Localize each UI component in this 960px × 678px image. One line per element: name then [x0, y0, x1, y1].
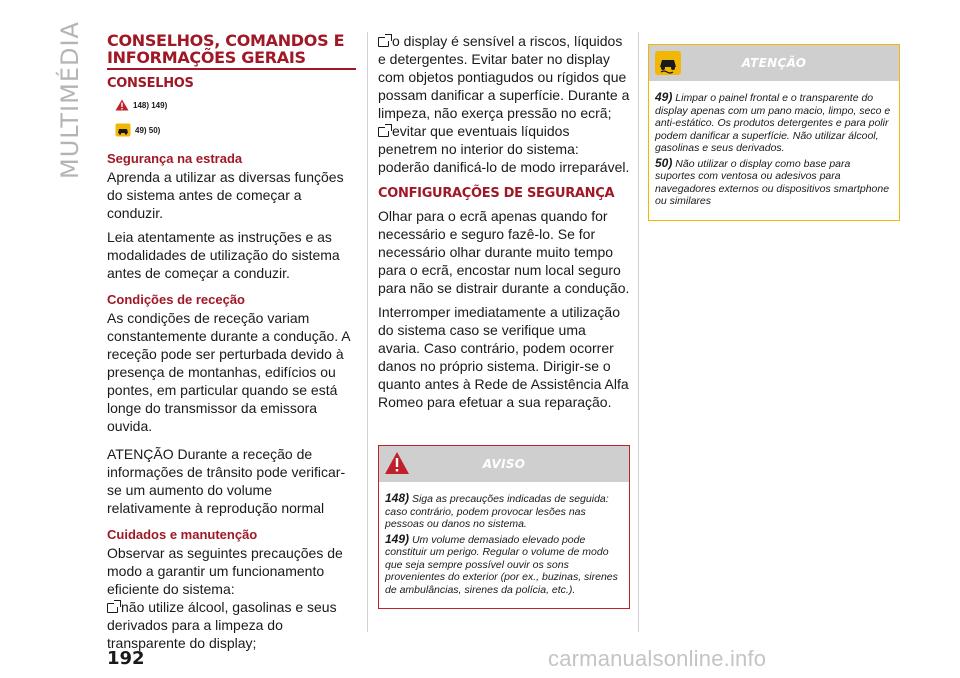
note-text: Um volume demasiado elevado pode constituir um perigo. Regular o volume de modo que seja sempre possível ouvir os sons provenientes do exterior (por ex., buzinas, sirenes de ambulâncias, sirenes da polícia, etc.). [385, 533, 618, 596]
note-text: Siga as precauções indicadas de seguida: caso contrário, podem provocar lesões nas pessoas ou danos no sistema. [385, 493, 609, 530]
bullet-item [378, 122, 630, 176]
warning-ref: 148) 149) [133, 100, 168, 110]
column-divider [638, 32, 639, 632]
warning-triangle-icon [384, 451, 410, 475]
aviso-box [378, 445, 630, 609]
subheading-reception: Condições de receção [107, 292, 245, 307]
atencao-header [649, 45, 899, 81]
warning-ref-row [115, 94, 356, 116]
warning-note [385, 533, 623, 597]
note-text: Limpar o painel frontal e o transparente do display apenas com um pano macio, limpo, seco e anti-estático. Os produtos detergentes e para polir podem danificar a superfície. Não utilizar álcool, gasolinas e seus derivados. [655, 92, 891, 154]
note-number: 149) [385, 531, 410, 546]
aviso-header [379, 446, 629, 482]
section-heading-conselhos: CONSELHOS [107, 76, 194, 91]
bullet-item [378, 32, 630, 122]
bullet-text: o display é sensível a riscos, líquidos e detergentes. Evitar bater no display com objetos pontiagudos ou rígidos que possam danificar a superfície. Durante a limpeza, não exerça pressão no ecrã; [378, 33, 630, 121]
note-text: Não utilizar o display como base para suportes com ventosa ou adesivos para navegadores externos ou dispositivos smartphone ou similares [655, 157, 890, 207]
page-number: 192 [107, 648, 145, 669]
watermark: carmanualsonline.info [548, 646, 767, 671]
column-divider [367, 32, 368, 632]
caution-ref-row [115, 119, 356, 141]
warning-triangle-icon [115, 99, 129, 111]
warning-note [655, 91, 893, 155]
paragraph: Olhar para o ecrã apenas quando for necessário e seguro fazê-lo. Se for necessário olhar durante muito tempo para o ecrã, encostar num local seguro para não se distrair durante a condução. [378, 208, 630, 296]
bullet-text: não utilize álcool, gasolinas e seus derivados para a limpeza do transparente do display; [107, 599, 337, 651]
atencao-body [649, 81, 899, 220]
bullet-icon [107, 603, 118, 613]
subheading-care: Cuidados e manutenção [107, 527, 258, 542]
paragraph: ATENÇÃO Durante a receção de informações de trânsito pode verificar-se um aumento do volume relativamente à reprodução normal [107, 446, 346, 516]
car-caution-icon [654, 50, 682, 76]
bullet-item [107, 598, 356, 652]
paragraph: Interromper imediatamente a utilização do sistema caso se verifique uma avaria. Caso contrário, podem ocorrer danos no próprio sistema. Dirigir-se o quanto antes à Rede de Assistência Alfa Romeo para efetuar a sua reparação. [378, 304, 629, 410]
bullet-icon [378, 127, 389, 137]
side-tab [52, 21, 88, 179]
paragraph: Leia atentamente as instruções e as modalidades de utilização do sistema antes de começar a conduzir. [107, 229, 340, 281]
atencao-title: ATENÇÃO [741, 56, 807, 70]
aviso-body [379, 482, 629, 608]
atencao-box [648, 44, 900, 221]
note-number: 49) [655, 90, 673, 104]
section-heading-security: CONFIGURAÇÕES DE SEGURANÇA [378, 186, 615, 201]
bullet-icon [378, 37, 389, 47]
subheading-road-safety: Segurança na estrada [107, 151, 243, 166]
aviso-title: AVISO [482, 457, 526, 471]
warning-note [655, 157, 893, 208]
side-tab-label: MULTIMÉDIA [56, 21, 84, 179]
paragraph: Observar as seguintes precauções de modo a garantir um funcionamento eficiente do sistema: [107, 545, 343, 597]
caution-ref: 49) 50) [135, 125, 161, 135]
warning-note [385, 492, 623, 531]
paragraph: Aprenda a utilizar as diversas funções do sistema antes de começar a conduzir. [107, 169, 344, 221]
note-number: 148) [385, 491, 410, 505]
car-caution-icon [115, 123, 131, 137]
paragraph: As condições de receção variam constantemente durante a condução. A receção pode ser perturbada devido à presença de montanhas, edifícios ou pontes, em particular quando se está longe do transmissor da emissora ouvida. [107, 310, 350, 434]
title-rule [107, 68, 356, 70]
column-2 [378, 32, 630, 609]
column-1 [107, 32, 356, 658]
column-3 [648, 32, 900, 221]
bullet-text: evitar que eventuais líquidos penetrem no interior do sistema: poderão danificá-lo de modo irreparável. [378, 123, 630, 175]
page-title: CONSELHOS, COMANDOS E INFORMAÇÕES GERAIS [107, 31, 345, 67]
note-number: 50) [655, 155, 673, 170]
